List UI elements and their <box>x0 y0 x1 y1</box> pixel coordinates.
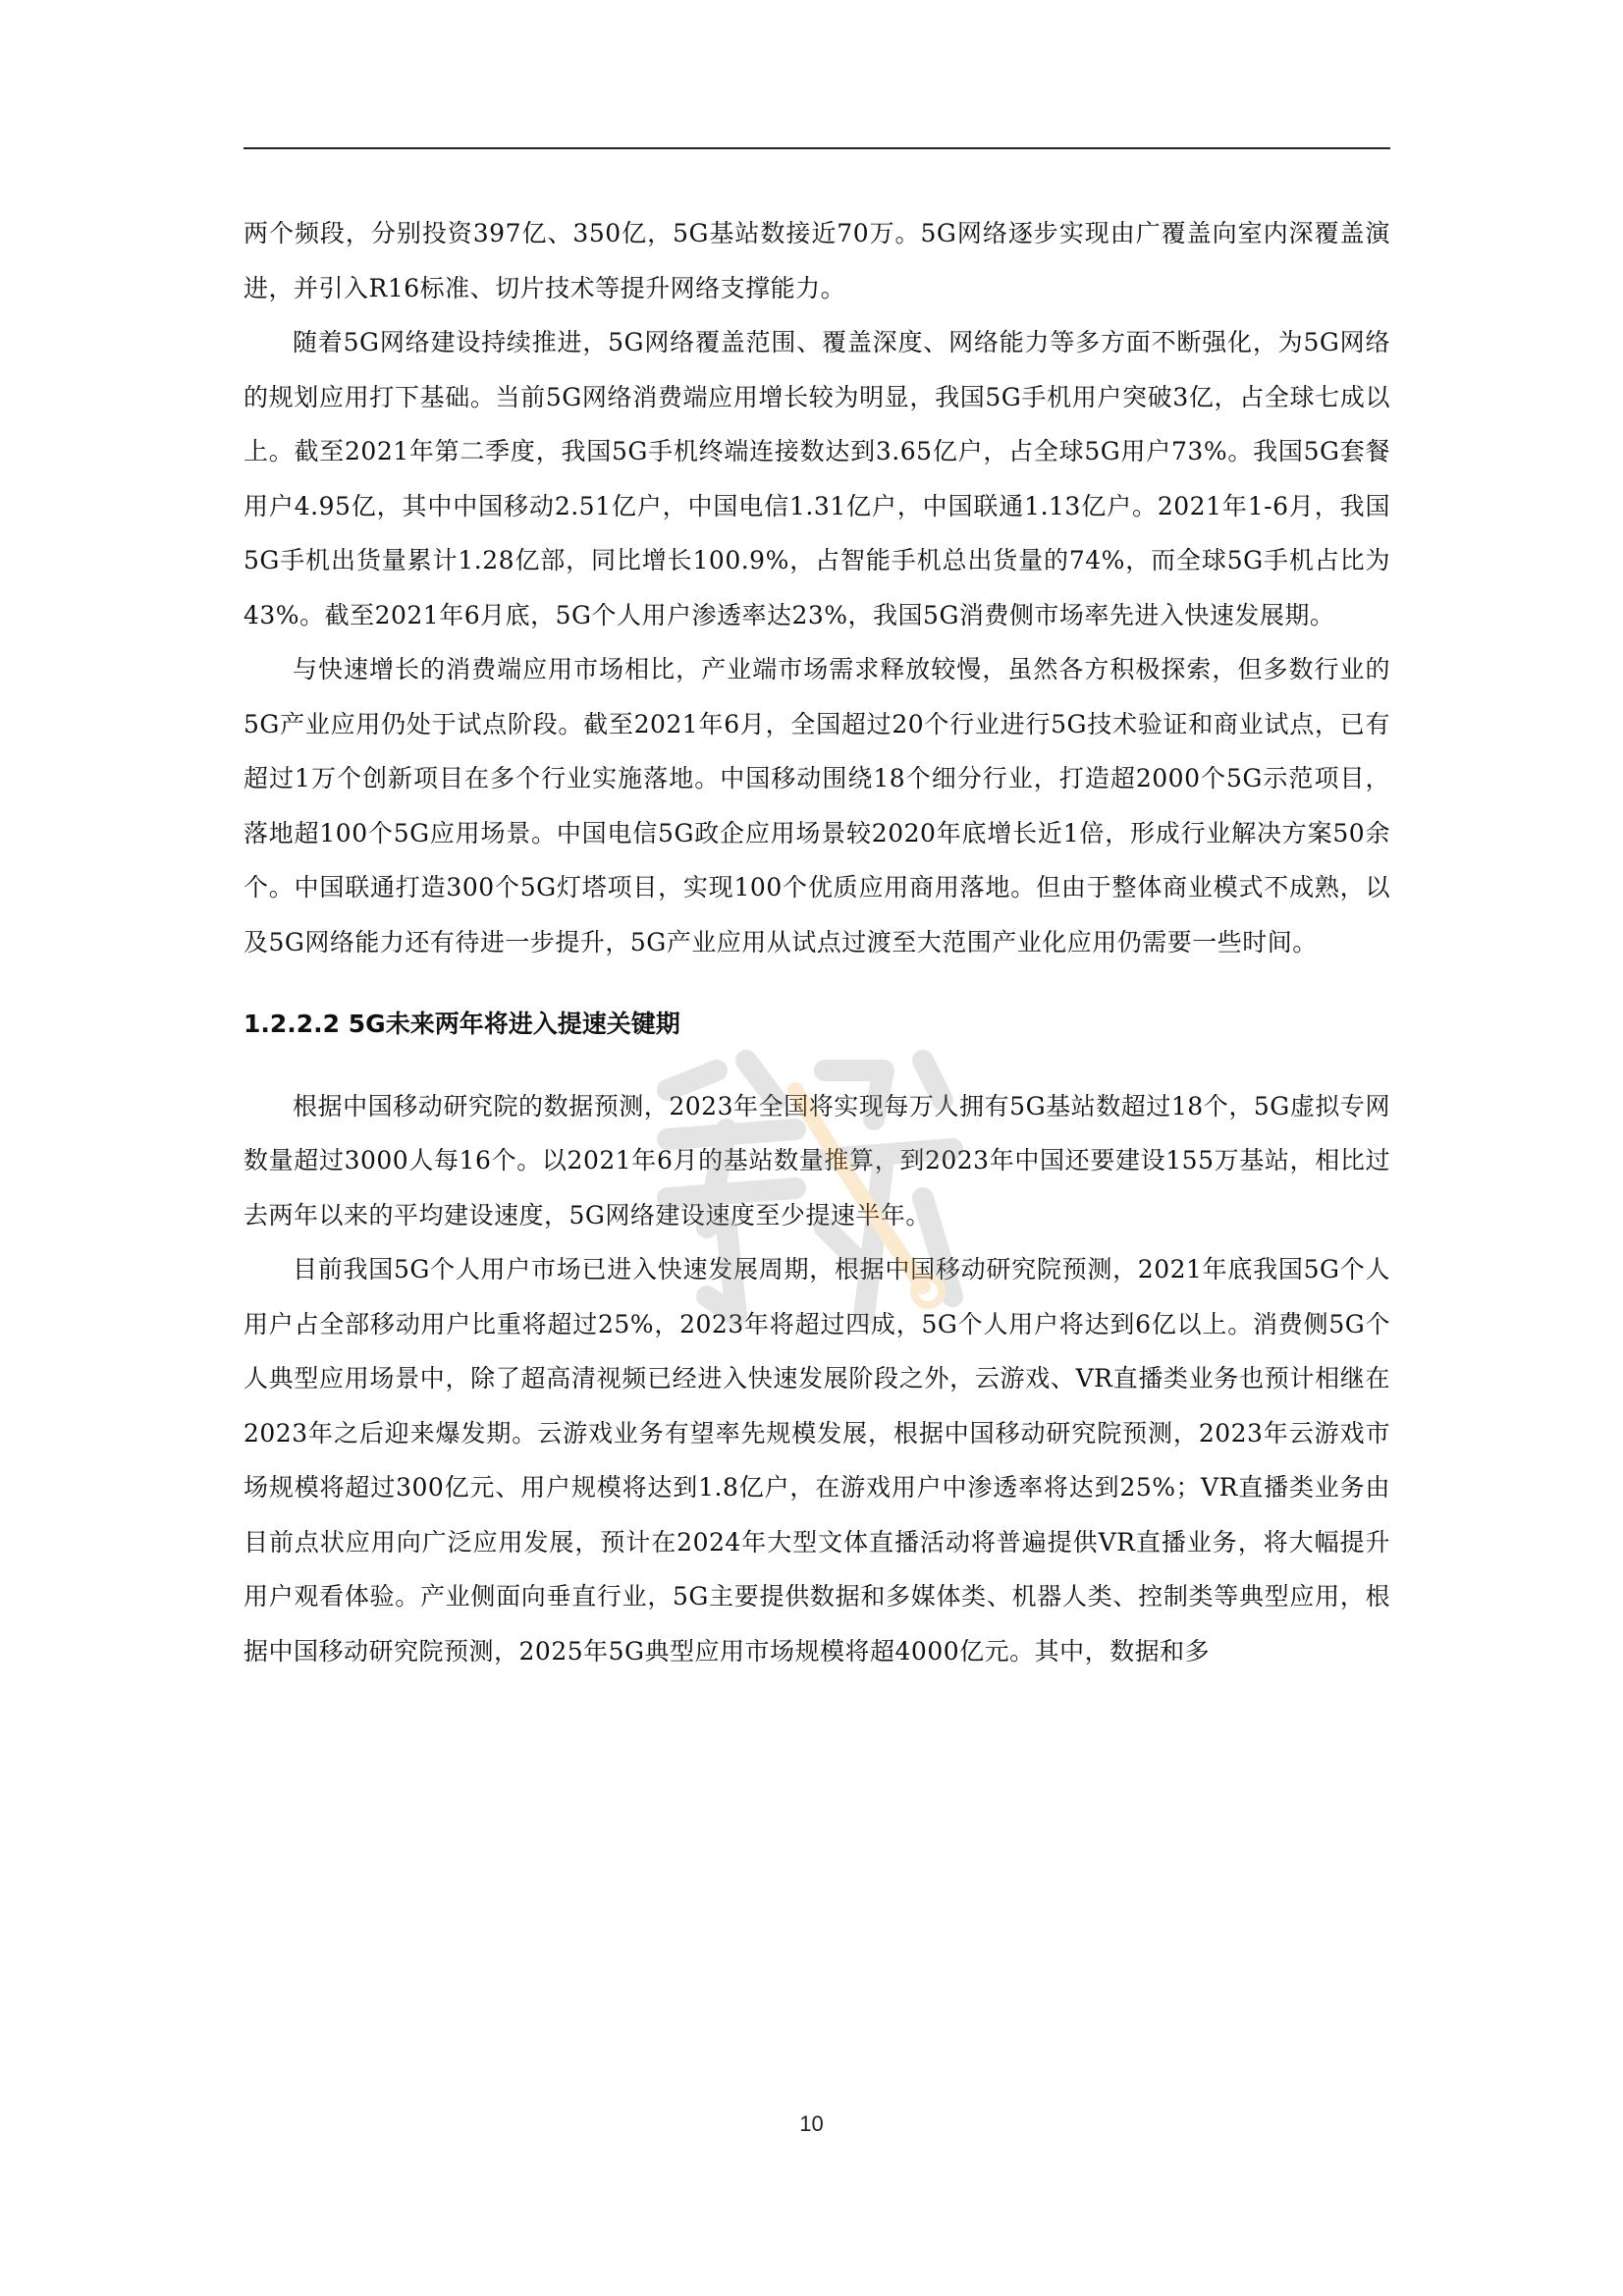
page-content <box>243 206 1390 1678</box>
paragraph-network-development: 随着5G网络建设持续推进，5G网络覆盖范围、覆盖深度、网络能力等多方面不断强化，为5G网络的规划应用打下基础。当前5G网络消费端应用增长较为明显，我国5G手机用户突破3亿，占全球七成以上。截至2021年第二季度，我国5G手机终端连接数达到3.65亿户，占全球5G用户73%。我国5G套餐用户4.95亿，其中中国移动2.51亿户，中国电信1.31亿户，中国联通1.13亿户。2021年1-6月，我国5G手机出货量累计1.28亿部，同比增长100.9%，占智能手机总出货量的74%，而全球5G手机占比为43%。截至2021年6月底，5G个人用户渗透率达23%，我国5G消费侧市场率先进入快速发展期。 <box>243 328 1390 629</box>
header-rule <box>243 147 1390 149</box>
paragraph-continued: 两个频段，分别投资397亿、350亿，5G基站数接近70万。5G网络逐步实现由广覆盖向室内深覆盖演进，并引入R16标准、切片技术等提升网络支撑能力。 <box>243 219 1390 302</box>
paragraph-user-market-forecast: 目前我国5G个人用户市场已进入快速发展周期，根据中国移动研究院预测，2021年底我国5G个人用户占全部移动用户比重将超过25%，2023年将超过四成，5G个人用户将达到6亿以上。消费侧5G个人典型应用场景中，除了超高清视频已经进入快速发展阶段之外，云游戏、VR直播类业务也预计相继在2023年之后迎来爆发期。云游戏业务有望率先规模发展，根据中国移动研究院预测，2023年云游戏市场规模将超过300亿元、用户规模将达到1.8亿户，在游戏用户中渗透率将达到25%；VR直播类业务由目前点状应用向广泛应用发展，预计在2024年大型文体直播活动将普遍提供VR直播业务，将大幅提升用户观看体验。产业侧面向垂直行业，5G主要提供数据和多媒体类、机器人类、控制类等典型应用，根据中国移动研究院预测，2025年5G典型应用市场规模将超4000亿元。其中，数据和多 <box>243 1255 1390 1666</box>
page-number: 10 <box>799 2111 824 2136</box>
paragraph-industry-application: 与快速增长的消费端应用市场相比，产业端市场需求释放较慢，虽然各方积极探索，但多数行业的5G产业应用仍处于试点阶段。截至2021年6月，全国超过20个行业进行5G技术验证和商业试点，已有超过1万个创新项目在多个行业实施落地。中国移动围绕18个细分行业，打造超2000个5G示范项目，落地超100个5G应用场景。中国电信5G政企应用场景较2020年底增长近1倍，形成行业解决方案50余个。中国联通打造300个5G灯塔项目，实现100个优质应用商用落地。但由于整体商业模式不成熟，以及5G网络能力还有待进一步提升，5G产业应用从试点过渡至大范围产业化应用仍需要一些时间。 <box>243 655 1390 957</box>
paragraph-base-station-forecast: 根据中国移动研究院的数据预测，2023年全国将实现每万人拥有5G基站数超过18个，5G虚拟专网数量超过3000人每16个。以2021年6月的基站数量推算，到2023年中国还要建设155万基站，相比过去两年以来的平均建设速度，5G网络建设速度至少提速半年。 <box>243 1091 1390 1230</box>
section-heading: 1.2.2.2 5G未来两年将进入提速关键期 <box>243 1010 680 1038</box>
